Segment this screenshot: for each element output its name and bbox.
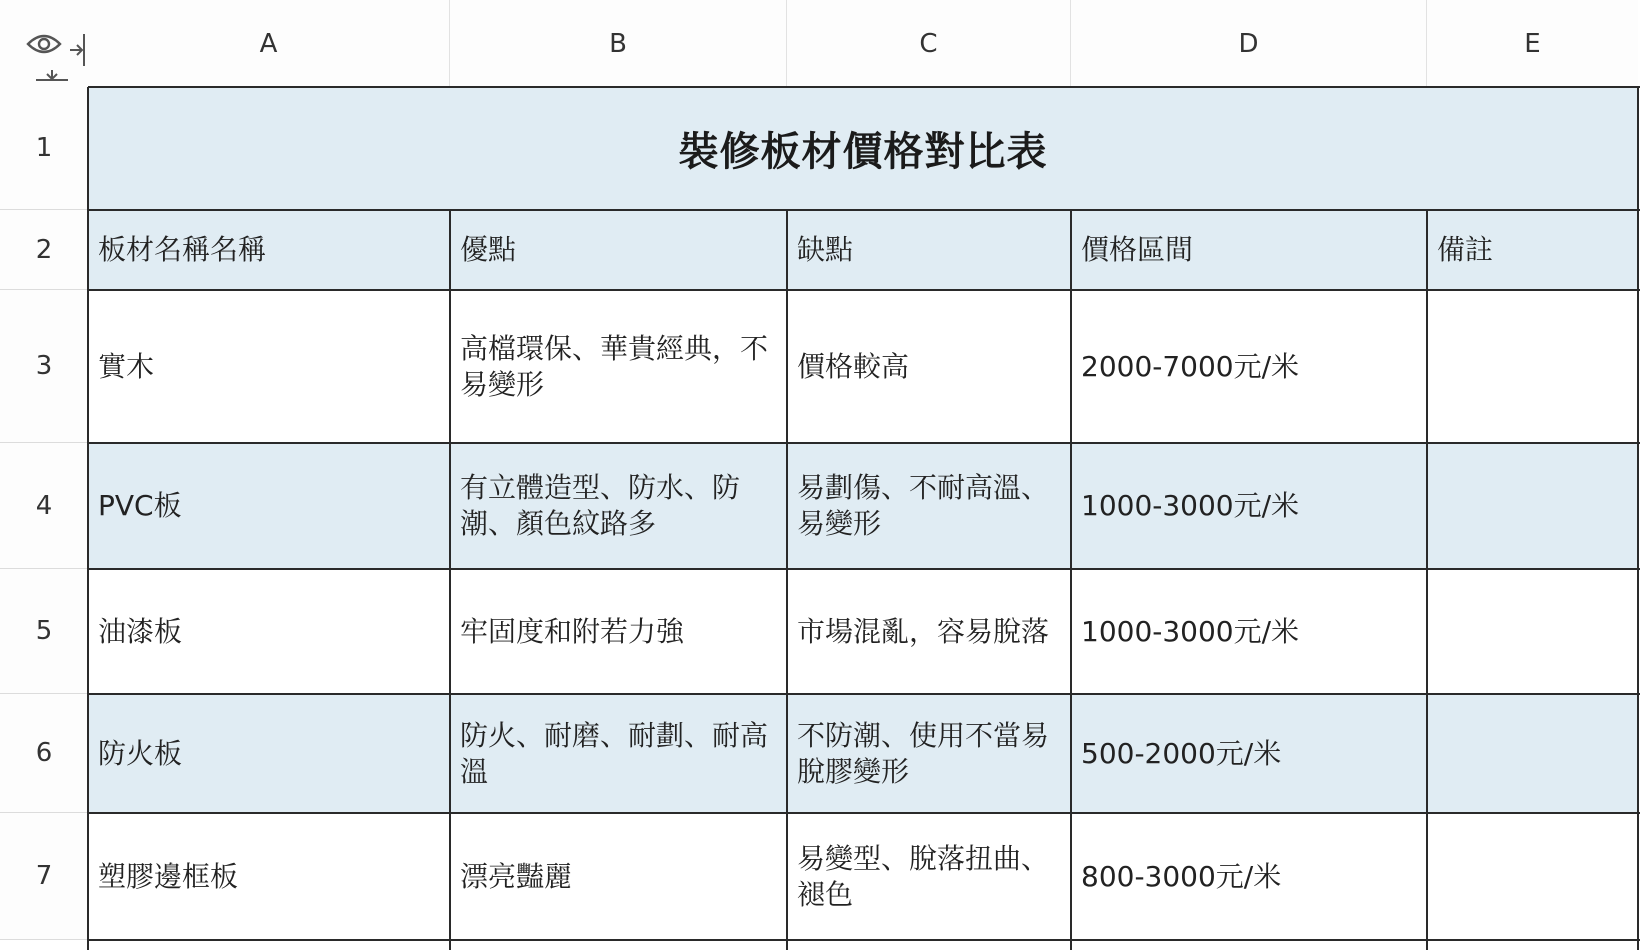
cell-text: 800-3000元/米 (1081, 859, 1282, 893)
row-header-5[interactable]: 5 (0, 569, 88, 694)
row-header-3[interactable]: 3 (0, 290, 88, 443)
cell-b4[interactable] (450, 443, 787, 569)
cell-d4[interactable] (1071, 443, 1427, 569)
cell-text: 有立體造型、防水、防潮、顏色紋路多 (460, 471, 741, 540)
cell-c4[interactable] (787, 443, 1071, 569)
cell-text: 易劃傷、不耐高溫、易變形 (797, 471, 1050, 540)
cell-text: 1000-3000元/米 (1081, 489, 1300, 522)
cell-text: 不防潮、使用不當易脫膠變形 (797, 718, 1050, 788)
cell-text: 1000-3000元/米 (1081, 614, 1300, 648)
cell-b2[interactable] (450, 210, 787, 290)
cell-text: 500-2000元/米 (1081, 736, 1282, 770)
cell-d2[interactable] (1071, 210, 1427, 290)
sheet-title: 裝修板材價格對比表 (678, 129, 1048, 175)
cell-e3[interactable] (1427, 290, 1638, 443)
cell-b3[interactable] (450, 290, 787, 443)
cell-a4[interactable] (88, 443, 450, 569)
cell-text: 2000-7000元/米 (1081, 349, 1300, 383)
cell-e4[interactable] (1427, 443, 1638, 569)
cell-e6[interactable] (1427, 694, 1638, 813)
column-header-b[interactable]: B (450, 0, 787, 87)
cell-a3[interactable] (88, 290, 450, 443)
cell-text: PVC板 (98, 489, 182, 522)
cell-text: 漂亮豔麗 (460, 859, 573, 893)
cell-b7[interactable] (450, 813, 787, 940)
cell-d3[interactable] (1071, 290, 1427, 443)
cell-d5[interactable] (1071, 569, 1427, 694)
cell-e5[interactable] (1427, 569, 1638, 694)
header-pros: 優點 (460, 233, 517, 266)
cell-c3[interactable] (787, 290, 1071, 443)
header-notes: 備註 (1437, 233, 1494, 266)
row-header-7[interactable]: 7 (0, 813, 88, 940)
row-header-1[interactable]: 1 (0, 87, 88, 210)
sheet-corner (0, 0, 88, 87)
cell-text: 油漆板 (98, 614, 183, 648)
collapse-columns-icon[interactable] (70, 34, 88, 66)
collapse-rows-icon[interactable] (36, 70, 68, 80)
cell-c7[interactable] (787, 813, 1071, 940)
header-price: 價格區間 (1081, 233, 1194, 266)
cell-b5[interactable] (450, 569, 787, 694)
column-header-c[interactable]: C (787, 0, 1071, 87)
cell-c6[interactable] (787, 694, 1071, 813)
row-header-4[interactable]: 4 (0, 443, 88, 569)
title-cell[interactable] (88, 87, 1638, 210)
cell-text: 防火板 (98, 736, 183, 770)
row-header-2[interactable]: 2 (0, 210, 88, 290)
cell-e7[interactable] (1427, 813, 1638, 940)
header-name: 板材名稱名稱 (98, 233, 267, 266)
cell-text: 實木 (98, 349, 155, 383)
row-header-6[interactable]: 6 (0, 694, 88, 813)
cell-b6[interactable] (450, 694, 787, 813)
cell-text: 塑膠邊框板 (98, 859, 239, 893)
cell-d6[interactable] (1071, 694, 1427, 813)
cell-a5[interactable] (88, 569, 450, 694)
cell-text: 高檔環保、華貴經典，不易變形 (460, 331, 769, 401)
column-header-a[interactable]: A (88, 0, 450, 87)
eye-icon[interactable] (28, 36, 60, 52)
column-header-e[interactable]: E (1427, 0, 1638, 87)
cell-text: 市場混亂，容易脫落 (797, 614, 1050, 648)
cell-a6[interactable] (88, 694, 450, 813)
cell-c5[interactable] (787, 569, 1071, 694)
header-cons: 缺點 (797, 233, 854, 266)
cell-text: 價格較高 (797, 349, 910, 383)
cell-a7[interactable] (88, 813, 450, 940)
cell-c2[interactable] (787, 210, 1071, 290)
cell-text: 易變型、脫落扭曲、褪色 (797, 841, 1050, 911)
cell-text: 牢固度和附若力強 (460, 614, 685, 648)
cell-text: 防火、耐磨、耐劃、耐高溫 (460, 718, 769, 788)
cell-d7[interactable] (1071, 813, 1427, 940)
cell-e2[interactable] (1427, 210, 1638, 290)
cell-a2[interactable] (88, 210, 450, 290)
column-header-d[interactable]: D (1071, 0, 1427, 87)
